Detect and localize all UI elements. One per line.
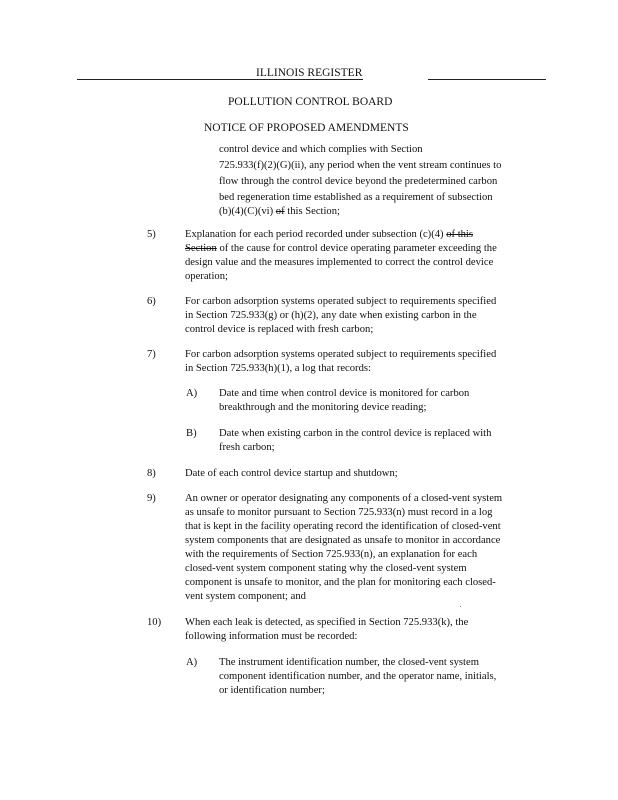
- item-7a-line-2: breakthrough and the monitoring device reading;: [219, 402, 427, 413]
- item-5-struck-text: of this: [446, 229, 473, 240]
- header-rule-left: [77, 79, 245, 80]
- item-10a-line-3: or identification number;: [219, 685, 325, 696]
- item-5-number: 5): [147, 229, 156, 240]
- intro-line-5: [219, 204, 340, 220]
- header-rule-right: [428, 79, 546, 80]
- item-7a-line-1: Date and time when control device is monitored for carbon: [219, 388, 470, 399]
- item-9-line-3: that is kept in the facility operating record the identification of closed-vent: [185, 521, 501, 532]
- item-6-line-1: For carbon adsorption systems operated subject to requirements specified: [185, 296, 497, 307]
- item-5-text-2: of the cause for control device operating parameter exceeding the: [219, 243, 497, 254]
- item-7-line-2: in Section 725.933(h)(1), a log that records:: [185, 363, 371, 374]
- item-5-struck-section: Section: [185, 243, 217, 254]
- register-title-underline: [245, 79, 363, 80]
- scan-speck: [460, 606, 461, 607]
- item-7b-label: B): [186, 428, 197, 439]
- item-10-line-2: following information must be recorded:: [185, 631, 358, 642]
- item-10-line-1: When each leak is detected, as specified in Section 725.933(k), the: [185, 617, 469, 628]
- item-9-line-5: with the requirements of Section 725.933(n), an explanation for each: [185, 549, 478, 560]
- board-title: POLLUTION CONTROL BOARD: [228, 96, 393, 108]
- item-6-line-3: control device is replaced with fresh carbon;: [185, 324, 374, 335]
- notice-title: NOTICE OF PROPOSED AMENDMENTS: [204, 122, 409, 134]
- intro-struck-text: of: [275, 206, 285, 217]
- intro-line-2: 725.933(f)(2)(G)(ii), any period when the vent stream continues to: [219, 160, 502, 171]
- item-10a-line-1: The instrument identification number, the closed-vent system: [219, 657, 479, 668]
- intro-line-4: bed regeneration time established as a requirement of subsection: [219, 192, 493, 203]
- item-7-number: 7): [147, 349, 156, 360]
- item-8-line-1: Date of each control device startup and shutdown;: [185, 468, 398, 479]
- item-9-number: 9): [147, 493, 156, 504]
- item-5-line-4: operation;: [185, 271, 228, 282]
- item-7b-line-1: Date when existing carbon in the control device is replaced with: [219, 428, 492, 439]
- item-6-line-2: in Section 725.933(g) or (h)(2), any date when existing carbon in the: [185, 310, 477, 321]
- item-6-number: 6): [147, 296, 156, 307]
- register-title: ILLINOIS REGISTER: [256, 67, 363, 79]
- item-7-line-1: For carbon adsorption systems operated subject to requirements specified: [185, 349, 497, 360]
- item-9-line-4: system components that are designated as unsafe to monitor in accordance: [185, 535, 501, 546]
- item-9-line-8: vent system component; and: [185, 591, 306, 602]
- item-10a-label: A): [186, 657, 198, 668]
- item-9-line-1: An owner or operator designating any components of a closed-vent system: [185, 493, 503, 504]
- item-5-text: Explanation for each period recorded under subsection (c)(4): [185, 229, 444, 240]
- item-7b-line-2: fresh carbon;: [219, 442, 275, 453]
- item-10a-line-2: component identification number, and the operator name, initials,: [219, 671, 497, 682]
- intro-end: this Section;: [287, 206, 340, 217]
- item-10-number: 10): [147, 617, 162, 628]
- item-9-line-6: closed-vent system component stating why the closed-vent system: [185, 563, 467, 574]
- item-8-number: 8): [147, 468, 156, 479]
- intro-line-1: control device and which complies with Section: [219, 144, 423, 155]
- intro-citation: (b)(4)(C)(vi): [219, 206, 274, 217]
- item-5-line-3: design value and the measures implemented to correct the control device: [185, 257, 494, 268]
- intro-line-3: flow through the control device beyond the predetermined carbon: [219, 176, 498, 187]
- item-9-line-2: as unsafe to monitor pursuant to Section 725.933(n) must record in a log: [185, 507, 493, 518]
- item-7a-label: A): [186, 388, 198, 399]
- item-9-line-7: component is unsafe to monitor, and the plan for monitoring each closed-: [185, 577, 496, 588]
